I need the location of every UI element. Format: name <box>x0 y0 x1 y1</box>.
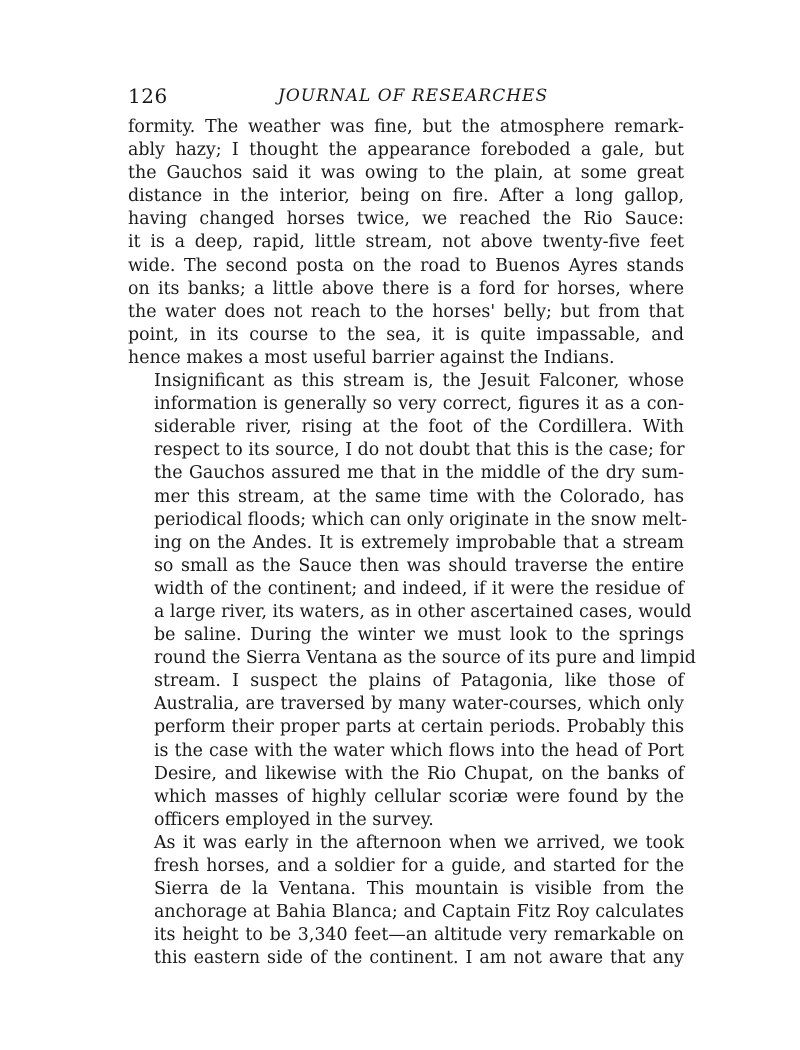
page-header <box>128 84 688 110</box>
text-line: distance in the interior, being on fire. After a long gallop, <box>128 186 684 207</box>
running-head: JOURNAL OF RESEARCHES <box>278 86 549 106</box>
text-line: its height to be 3,340 feet—an altitude very remarkable on <box>154 925 684 946</box>
text-line: wide. The second posta on the road to Buenos Ayres stands <box>128 255 684 276</box>
text-line: anchorage at Bahia Blanca; and Captain Fitz Roy calculates <box>154 902 684 923</box>
text-line: round the Sierra Ventana as the source of its pure and limpid <box>154 648 696 669</box>
text-line: mer this stream, at the same time with the Colorado, has <box>154 486 684 507</box>
text-line: fresh horses, and a soldier for a guide, and started for the <box>154 856 684 876</box>
paragraph <box>128 116 684 370</box>
text-line: which masses of highly cellular scoriæ were found by the <box>154 786 684 807</box>
text-line: siderable river, rising at the foot of the Cordillera. With <box>154 417 684 438</box>
text-line: this eastern side of the continent. I am not aware that any <box>154 948 684 969</box>
text-line: stream. I suspect the plains of Patagonia, like those of <box>154 671 684 692</box>
text-line: ably hazy; I thought the appearance foreboded a gale, but <box>128 140 684 161</box>
paragraph <box>128 370 696 832</box>
text-line: be saline. During the winter we must look to the springs <box>154 625 684 646</box>
text-line: information is generally so very correct, figures it as a con- <box>154 394 684 415</box>
text-line: Insignificant as this stream is, the Jesuit Falconer, whose <box>154 371 684 392</box>
text-line: periodical floods; which can only originate in the snow melt- <box>154 509 688 530</box>
text-line: is the case with the water which flows into the head of Port <box>154 740 684 761</box>
text-line: the Gauchos assured me that in the middle of the dry sum- <box>154 463 684 484</box>
page-number: 126 <box>128 84 168 108</box>
text-line: Desire, and likewise with the Rio Chupat, on the banks of <box>154 763 684 784</box>
text-line: width of the continent; and indeed, if it were the residue of <box>154 578 684 599</box>
text-line: it is a deep, rapid, little stream, not above twenty-five feet <box>128 232 684 253</box>
text-line: respect to its source, I do not doubt that this is the case; for <box>154 440 685 461</box>
text-line: on its banks; a little above there is a ford for horses, where <box>128 278 684 299</box>
text-line: a large river, its waters, as in other ascertained cases, would <box>154 601 692 622</box>
paragraph <box>128 832 684 971</box>
text-line: hence makes a most useful barrier against the Indians. <box>128 347 615 368</box>
text-line: Australia, are traversed by many water-courses, which only <box>154 694 684 715</box>
text-line: so small as the Sauce then was should traverse the entire <box>154 555 684 576</box>
text-line: formity. The weather was fine, but the atmosphere remark- <box>128 117 684 137</box>
text-line: the Gauchos said it was owing to the plain, at some great <box>128 163 684 184</box>
text-line: perform their proper parts at certain periods. Probably this <box>154 717 684 738</box>
text-line: the water does not reach to the horses' belly; but from that <box>128 301 684 322</box>
text-line: ing on the Andes. It is extremely improbable that a stream <box>154 532 684 553</box>
text-line: point, in its course to the sea, it is quite impassable, and <box>128 324 684 345</box>
text-line: officers employed in the survey. <box>154 809 434 830</box>
text-line: having changed horses twice, we reached the Rio Sauce: <box>128 209 684 230</box>
text-line: Sierra de la Ventana. This mountain is visible from the <box>154 879 684 900</box>
body-text <box>128 116 696 970</box>
text-line: As it was early in the afternoon when we arrived, we took <box>154 832 684 853</box>
